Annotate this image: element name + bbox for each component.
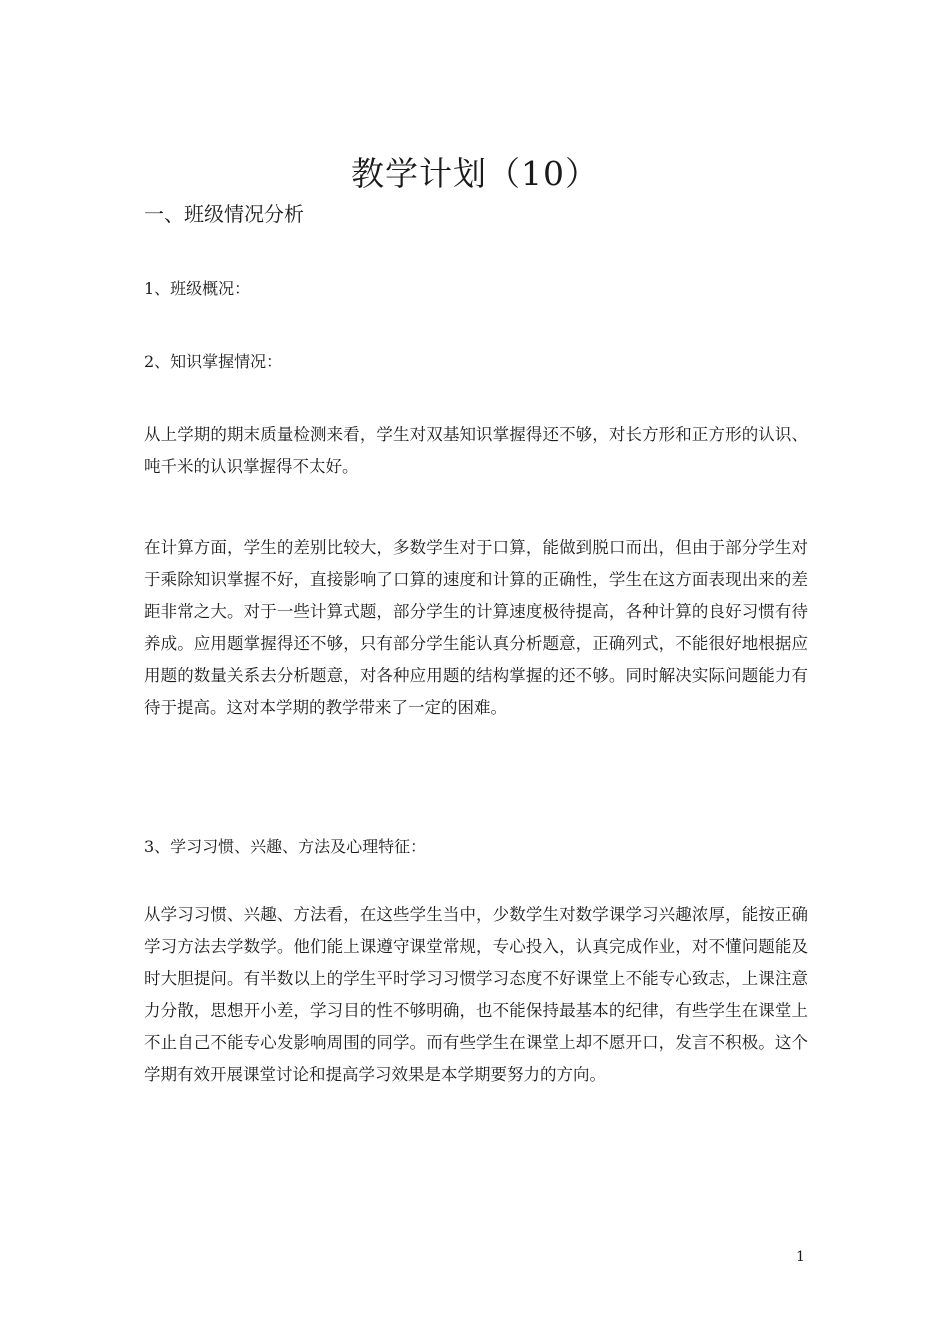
page-number: 1 [796, 1249, 805, 1265]
section-heading: 一、班级情况分析 [144, 202, 304, 226]
item-knowledge-mastery: 2、知识掌握情况： [144, 352, 283, 371]
paragraph-exam-results: 从上学期的期末质量检测来看，学生对双基知识掌握得还不够，对长方形和正方形的认识、吨千米的认识掌握得不太好。 [144, 425, 808, 476]
paragraph-calculation: 在计算方面，学生的差别比较大，多数学生对于口算，能做到脱口而出，但由于部分学生对于乘除知识掌握不好，直接影响了口算的速度和计算的正确性，学生在这方面表现出来的差距非常之大。对于一些计算式题，部分学生的计算速度极待提高，各种计算的良好习惯有待养成。应用题掌握得还不够，只有部分学生能认真分析题意，正确列式，不能很好地根据应用题的数量关系去分析题意，对各种应用题的结构掌握的还不够。同时解决实际问题能力有待于提高。这对本学期的教学带来了一定的困难。 [144, 538, 808, 717]
paragraph-learning-habits: 从学习习惯、兴趣、方法看，在这些学生当中，少数学生对数学课学习兴趣浓厚，能按正确学习方法去学数学。他们能上课遵守课堂常规，专心投入，认真完成作业，对不懂问题能及时大胆提问。有半数以上的学生平时学习习惯学习态度不好课堂上不能专心致志，上课注意力分散，思想开小差，学习目的性不够明确，也不能保持最基本的纪律，有些学生在课堂上不止自己不能专心发影响周围的同学。而有些学生在课堂上却不愿开口，发言不积极。这个学期有效开展课堂讨论和提高学习效果是本学期要努力的方向。 [144, 905, 808, 1084]
item-class-overview: 1、班级概况： [144, 279, 251, 298]
item-learning-habits: 3、学习习惯、兴趣、方法及心理特征： [144, 837, 427, 856]
document-title: 教学计划（10） [351, 154, 599, 193]
